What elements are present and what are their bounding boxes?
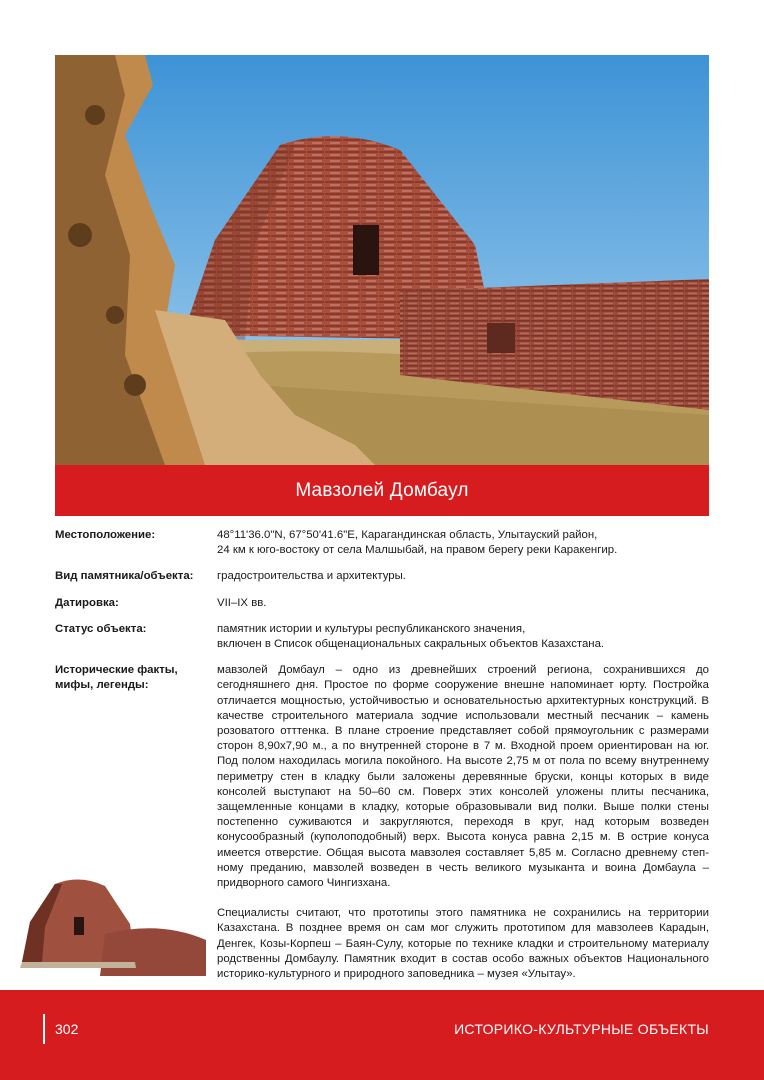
field-label: Датировка: (55, 596, 119, 609)
section-title: ИСТОРИКО-КУЛЬТУРНЫЕ ОБЪЕКТЫ (454, 1021, 709, 1037)
field-value (217, 528, 709, 558)
footer-divider (43, 1014, 45, 1044)
field-label-line: Исторические факты, (55, 664, 178, 677)
thumbnail-photo (20, 872, 206, 980)
field-location (55, 528, 709, 558)
history-paragraph: мавзолей Домбаул – одно из древнейших строений региона, сохранившихся до сегодняшнего дня. Простое по форме сооружение внешне напоминает юрту. Постройка отличается мощностью, устойчивостью и основательностью архитектурных конструкций. В качестве строительного материала зодчие использовали местный песчаник – камень розоватого отттенка. В плане строение представляет собой прямоугольник с размерами сторон 8,90х7,90 м., а по внутренней стороне в 7 м. Входной проем ориентирован на юг. Под полом находилась могила покойного. На высоте 2,75 м от пола по всему внутреннему периметру стен в кладку были заложены деревянные бруски, концы которых в виде консолей выступают на 50–60 см. Поверх этих консолей уложены плиты песчаника, защемленные концами в кладку, которые образовывали вид полки. Выше полки стены постепенно суживаются и закругляются, переходя в круг, над которым возведен конусообразный (куполоподобный) верх. Высота конуса равна 2,15 м. В острие конуса имеется отверстие. Общая высота мавзолея составляет 5,85 м. Согласно древнему степному преданию, мавзолей возведен в честь великого музыканта и воина Домбаула – придворного самого Чингизхана. (217, 664, 709, 890)
field-value (217, 596, 709, 611)
hero-photo (55, 55, 709, 465)
field-value-line: памятник истории и культуры республиканского значения, (217, 622, 526, 635)
field-value-line: 24 км к юго-востоку от села Малшыбай, на правом берегу реки Каракенгир. (217, 544, 618, 557)
field-label-line: мифы, легенды: (55, 679, 149, 692)
mausoleum-thumbnail-icon (20, 872, 206, 980)
field-value-line: VII–IX вв. (217, 596, 267, 609)
field-value (217, 622, 709, 652)
field-label: Статус объекта: (55, 622, 147, 635)
page-title: Мавзолей Домбаул (295, 479, 469, 501)
field-value (217, 569, 709, 584)
mausoleum-photo-icon (55, 55, 709, 465)
field-type (55, 569, 709, 584)
field-label: Вид памятника/объекта: (55, 570, 194, 583)
history-paragraph: Специалисты считают, что прототипы этого памятника не сохранились на территории Казахстана. В позднее время он сам мог служить прототипом для мавзолеев Карадын, Денгек, Козы-Корпеш – Баян-Сулу, которые по технике кладки и строительному материалу родственны Домбаулу. Памятник входит в состав особо важных объектов Национального историко-культурного и природного заповедника – музея «Улытау». (217, 907, 709, 981)
field-value-line: градостроительства и архитектуры. (217, 570, 406, 583)
page-footer (0, 990, 764, 1080)
field-value-line: 48°11'36.0"N, 67°50'41.6"E, Карагандинская область, Улытауский район, (217, 529, 598, 541)
history-text (217, 663, 709, 997)
field-value-line: включен в Список общенациональных сакральных объектов Казахстана. (217, 638, 605, 651)
field-label: Местоположение: (55, 529, 156, 541)
field-status (55, 622, 709, 652)
field-dating (55, 596, 709, 611)
page-number: 302 (55, 1021, 79, 1037)
title-band (55, 465, 709, 516)
